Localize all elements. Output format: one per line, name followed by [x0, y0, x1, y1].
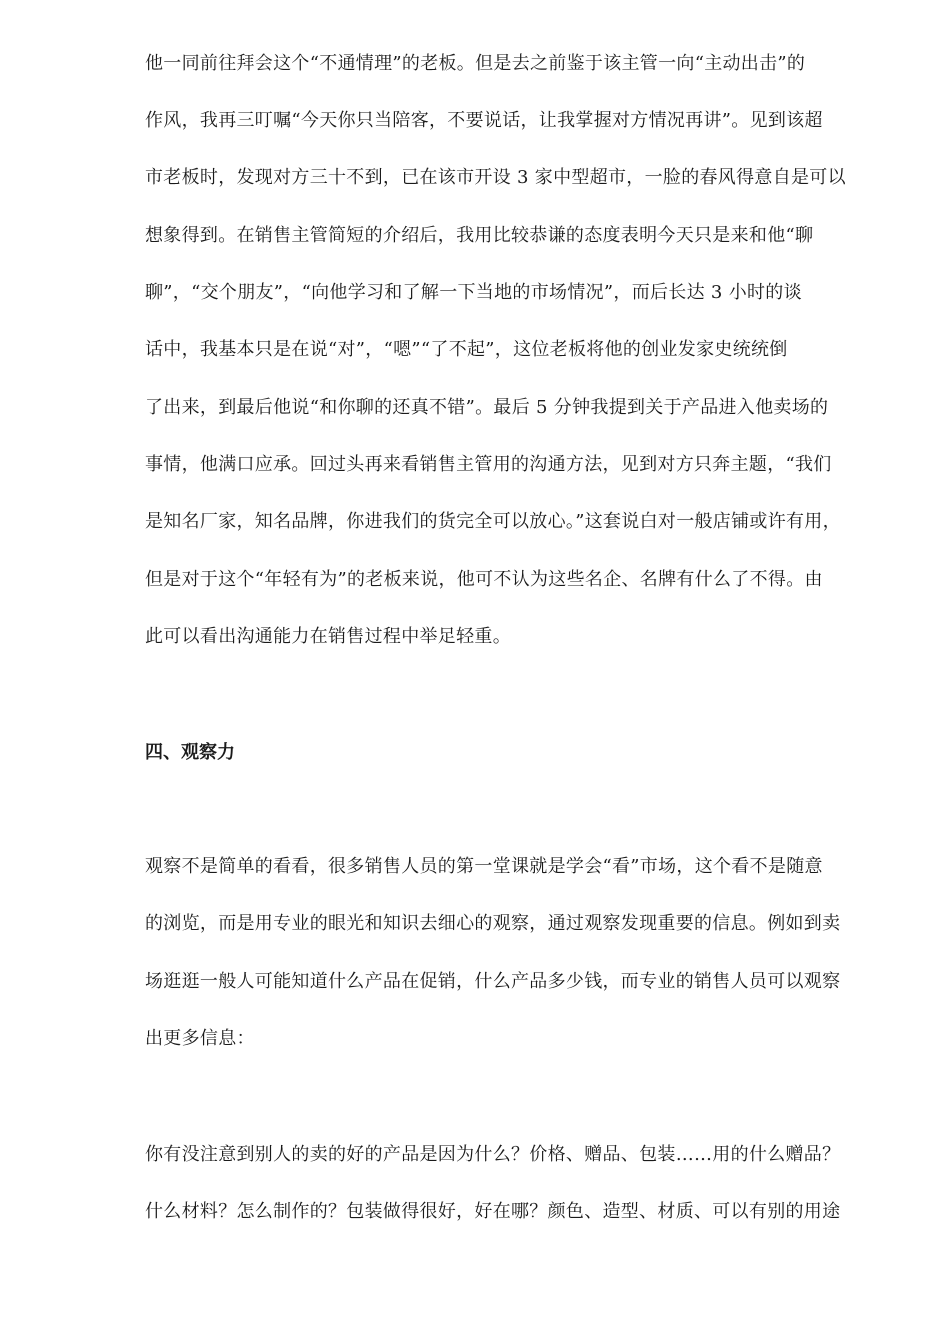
text-line: 聊”，“交个朋友”，“向他学习和了解一下当地的市场情况”，而后长达 3 小时的谈 — [145, 282, 802, 303]
text-line: 出更多信息： — [145, 1028, 255, 1049]
text-line: 了出来，到最后他说“和你聊的还真不错”。最后 5 分钟我提到关于产品进入他卖场的 — [145, 397, 829, 418]
text-line: 作风，我再三叮嘱“今天你只当陪客，不要说话，让我掌握对方情况再讲”。见到该超 — [145, 110, 823, 131]
text-line: 市老板时，发现对方三十不到，已在该市开设 3 家中型超市，一脸的春风得意自是可以 — [145, 167, 846, 188]
text-line: 想象得到。在销售主管简短的介绍后，我用比较恭谦的态度表明今天只是来和他“聊 — [145, 225, 814, 246]
text-line: 事情，他满口应承。回过头再来看销售主管用的沟通方法，见到对方只奔主题，“我们 — [145, 454, 832, 475]
text-line: 但是对于这个“年轻有为”的老板来说，他可不认为这些名企、名牌有什么了不得。由 — [145, 569, 823, 590]
text-line: 的浏览，而是用专业的眼光和知识去细心的观察，通过观察发现重要的信息。例如到卖 — [145, 913, 841, 934]
text-line: 场逛逛一般人可能知道什么产品在促销，什么产品多少钱，而专业的销售人员可以观察 — [145, 971, 841, 992]
text-line: 话中，我基本只是在说“对”，“嗯”“了不起”，这位老板将他的创业发家史统统倒 — [145, 339, 788, 360]
text-line: 什么材料？怎么制作的？包装做得很好，好在哪？颜色、造型、材质、可以有别的用途 — [145, 1201, 841, 1222]
text-line: 观察不是简单的看看，很多销售人员的第一堂课就是学会“看”市场，这个看不是随意 — [145, 856, 823, 877]
text-line: 是知名厂家，知名品牌，你进我们的货完全可以放心。”这套说白对一般店铺或许有用， — [145, 511, 841, 532]
text-line: 他一同前往拜会这个“不通情理”的老板。但是去之前鉴于该主管一向“主动出击”的 — [145, 53, 806, 74]
section-heading: 四、观察力 — [145, 742, 235, 763]
text-line: 你有没注意到别人的卖的好的产品是因为什么？价格、赠品、包装……用的什么赠品？ — [145, 1144, 841, 1165]
text-line: 此可以看出沟通能力在销售过程中举足轻重。 — [145, 626, 511, 647]
